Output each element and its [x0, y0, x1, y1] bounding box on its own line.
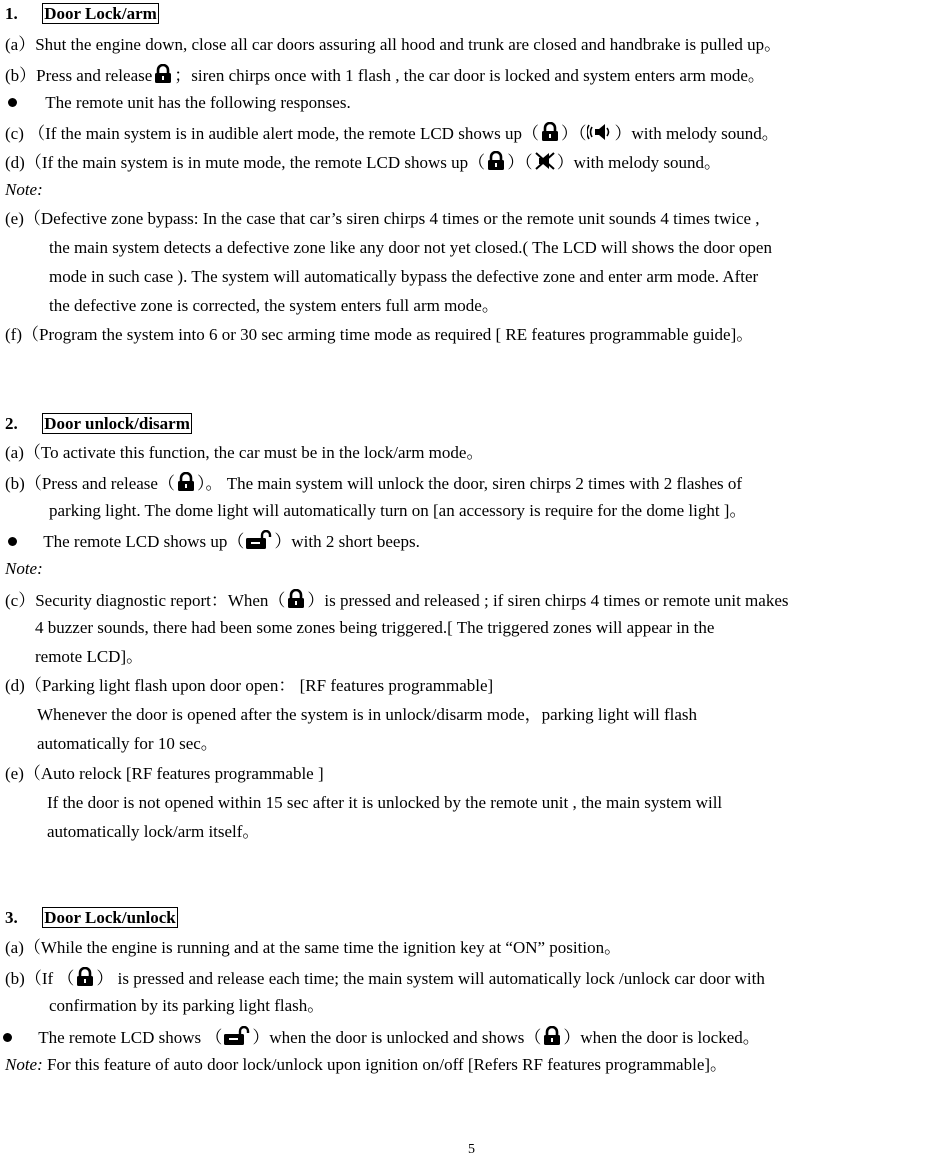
section-2-number: 2. — [5, 414, 18, 433]
s2-note-label: Note: — [5, 559, 43, 578]
s1-item-c: (c) （If the main system is in audible alert mode, the remote LCD shows up（ ）（ ）with melody sound。 — [5, 124, 779, 143]
s1-item-e-line1: (e)（Defective zone bypass: In the case that car’s siren chirps 4 times or the remote unit sounds 4 times twice , — [5, 209, 760, 228]
s3-note-text: For this feature of auto door lock/unlock upon ignition on/off [Refers RF features programmable]。 — [42, 1055, 728, 1074]
bullet-icon — [8, 537, 17, 546]
lock-icon — [153, 64, 173, 84]
section-1-title: Door Lock/arm — [44, 4, 157, 23]
s3-item-b: (b)（If （ ） is pressed and release each time; the main system will automatically lock /unlock car door with — [5, 969, 765, 988]
section-3-title: Door Lock/unlock — [44, 908, 176, 927]
s2-item-c: (c）Security diagnostic report：When（ ）is pressed and released ; if siren chirps 4 times or remote unit makes — [5, 591, 789, 610]
s1-item-e-line3: mode in such case ). The system will automatically bypass the defective zone and enter arm mode. After — [49, 267, 759, 286]
s1-item-e-line2: the main system detects a defective zone like any door not yet closed.( The LCD will shows the door open — [49, 238, 772, 257]
s1-item-f: (f)（Program the system into 6 or 30 sec arming time mode as required [ RE features programmable guide]。 — [5, 325, 754, 344]
s2-item-a: (a)（To activate this function, the car must be in the lock/arm mode。 — [5, 443, 484, 462]
s1-item-e-line4: the defective zone is corrected, the system enters full arm mode。 — [49, 296, 499, 315]
s2-item-d: (d)（Parking light flash upon door open： [RF features programmable] — [5, 676, 494, 695]
s3-note-label: Note: — [5, 1055, 43, 1074]
section-3-heading — [5, 908, 178, 928]
s1-item-a: (a）Shut the engine down, close all car doors assuring all hood and trunk are closed and handbrake is pulled up。 — [5, 35, 782, 54]
lock-icon — [286, 589, 306, 609]
speaker-sound-icon — [587, 122, 613, 142]
section-1-number: 1. — [5, 4, 18, 23]
s2-item-e-line3: automatically lock/arm itself。 — [47, 822, 260, 841]
section-1-heading — [5, 4, 159, 24]
bullet-icon — [3, 1033, 12, 1042]
section-2-heading — [5, 414, 192, 434]
lock-icon — [75, 967, 95, 987]
s3-item-a: (a)（While the engine is running and at the same time the ignition key at “ON” position。 — [5, 938, 622, 957]
s1-item-d: (d)（If the main system is in mute mode, the remote LCD shows up（ ）（ ）with melody sound。 — [5, 153, 722, 172]
s2-item-c-line3: remote LCD]。 — [35, 647, 144, 666]
s2-item-d-line3: automatically for 10 sec。 — [37, 734, 218, 753]
s3-bullet: The remote LCD shows （ ）when the door is unlocked and shows（ ）when the door is locked。 — [3, 1026, 760, 1048]
s2-item-e-line2: If the door is not opened within 15 sec after it is unlocked by the remote unit , the main system will — [47, 793, 723, 812]
s3-item-b-line2: confirmation by its parking light flash。 — [49, 996, 325, 1015]
s3-note — [5, 1055, 727, 1075]
s1-note-label: Note: — [5, 180, 43, 199]
lock-icon — [486, 151, 506, 171]
speaker-muted-icon — [534, 151, 556, 171]
bullet-icon — [8, 98, 17, 107]
s1-item-b: (b）Press and release ；siren chirps once with 1 flash , the car door is locked and system enters arm mode。 — [5, 66, 765, 85]
section-3-number: 3. — [5, 908, 18, 927]
s2-item-e: (e)（Auto relock [RF features programmable ] — [5, 764, 324, 783]
lock-icon — [542, 1026, 562, 1046]
page-number: 5 — [468, 1142, 475, 1157]
s2-item-b-line2: parking light. The dome light will automatically turn on [an accessory is require for the dome light ]。 — [49, 501, 747, 520]
s2-item-b: (b)（Press and release（ ）。 The main system will unlock the door, siren chirps 2 times with 2 flashes of — [5, 474, 743, 493]
section-2-title: Door unlock/disarm — [44, 414, 190, 433]
unlock-icon — [223, 1026, 251, 1046]
s2-bullet: The remote LCD shows up（ ）with 2 short beeps. — [8, 530, 420, 552]
s1-bullet: The remote unit has the following responses. — [8, 93, 351, 113]
s2-item-c-line2: 4 buzzer sounds, there had been some zones being triggered.[ The triggered zones will appear in the — [35, 618, 715, 637]
unlock-icon — [245, 530, 273, 550]
s2-item-d-line2: Whenever the door is opened after the system is in unlock/disarm mode，parking light will flash — [37, 705, 698, 724]
lock-icon — [540, 122, 560, 142]
lock-icon — [176, 472, 196, 492]
